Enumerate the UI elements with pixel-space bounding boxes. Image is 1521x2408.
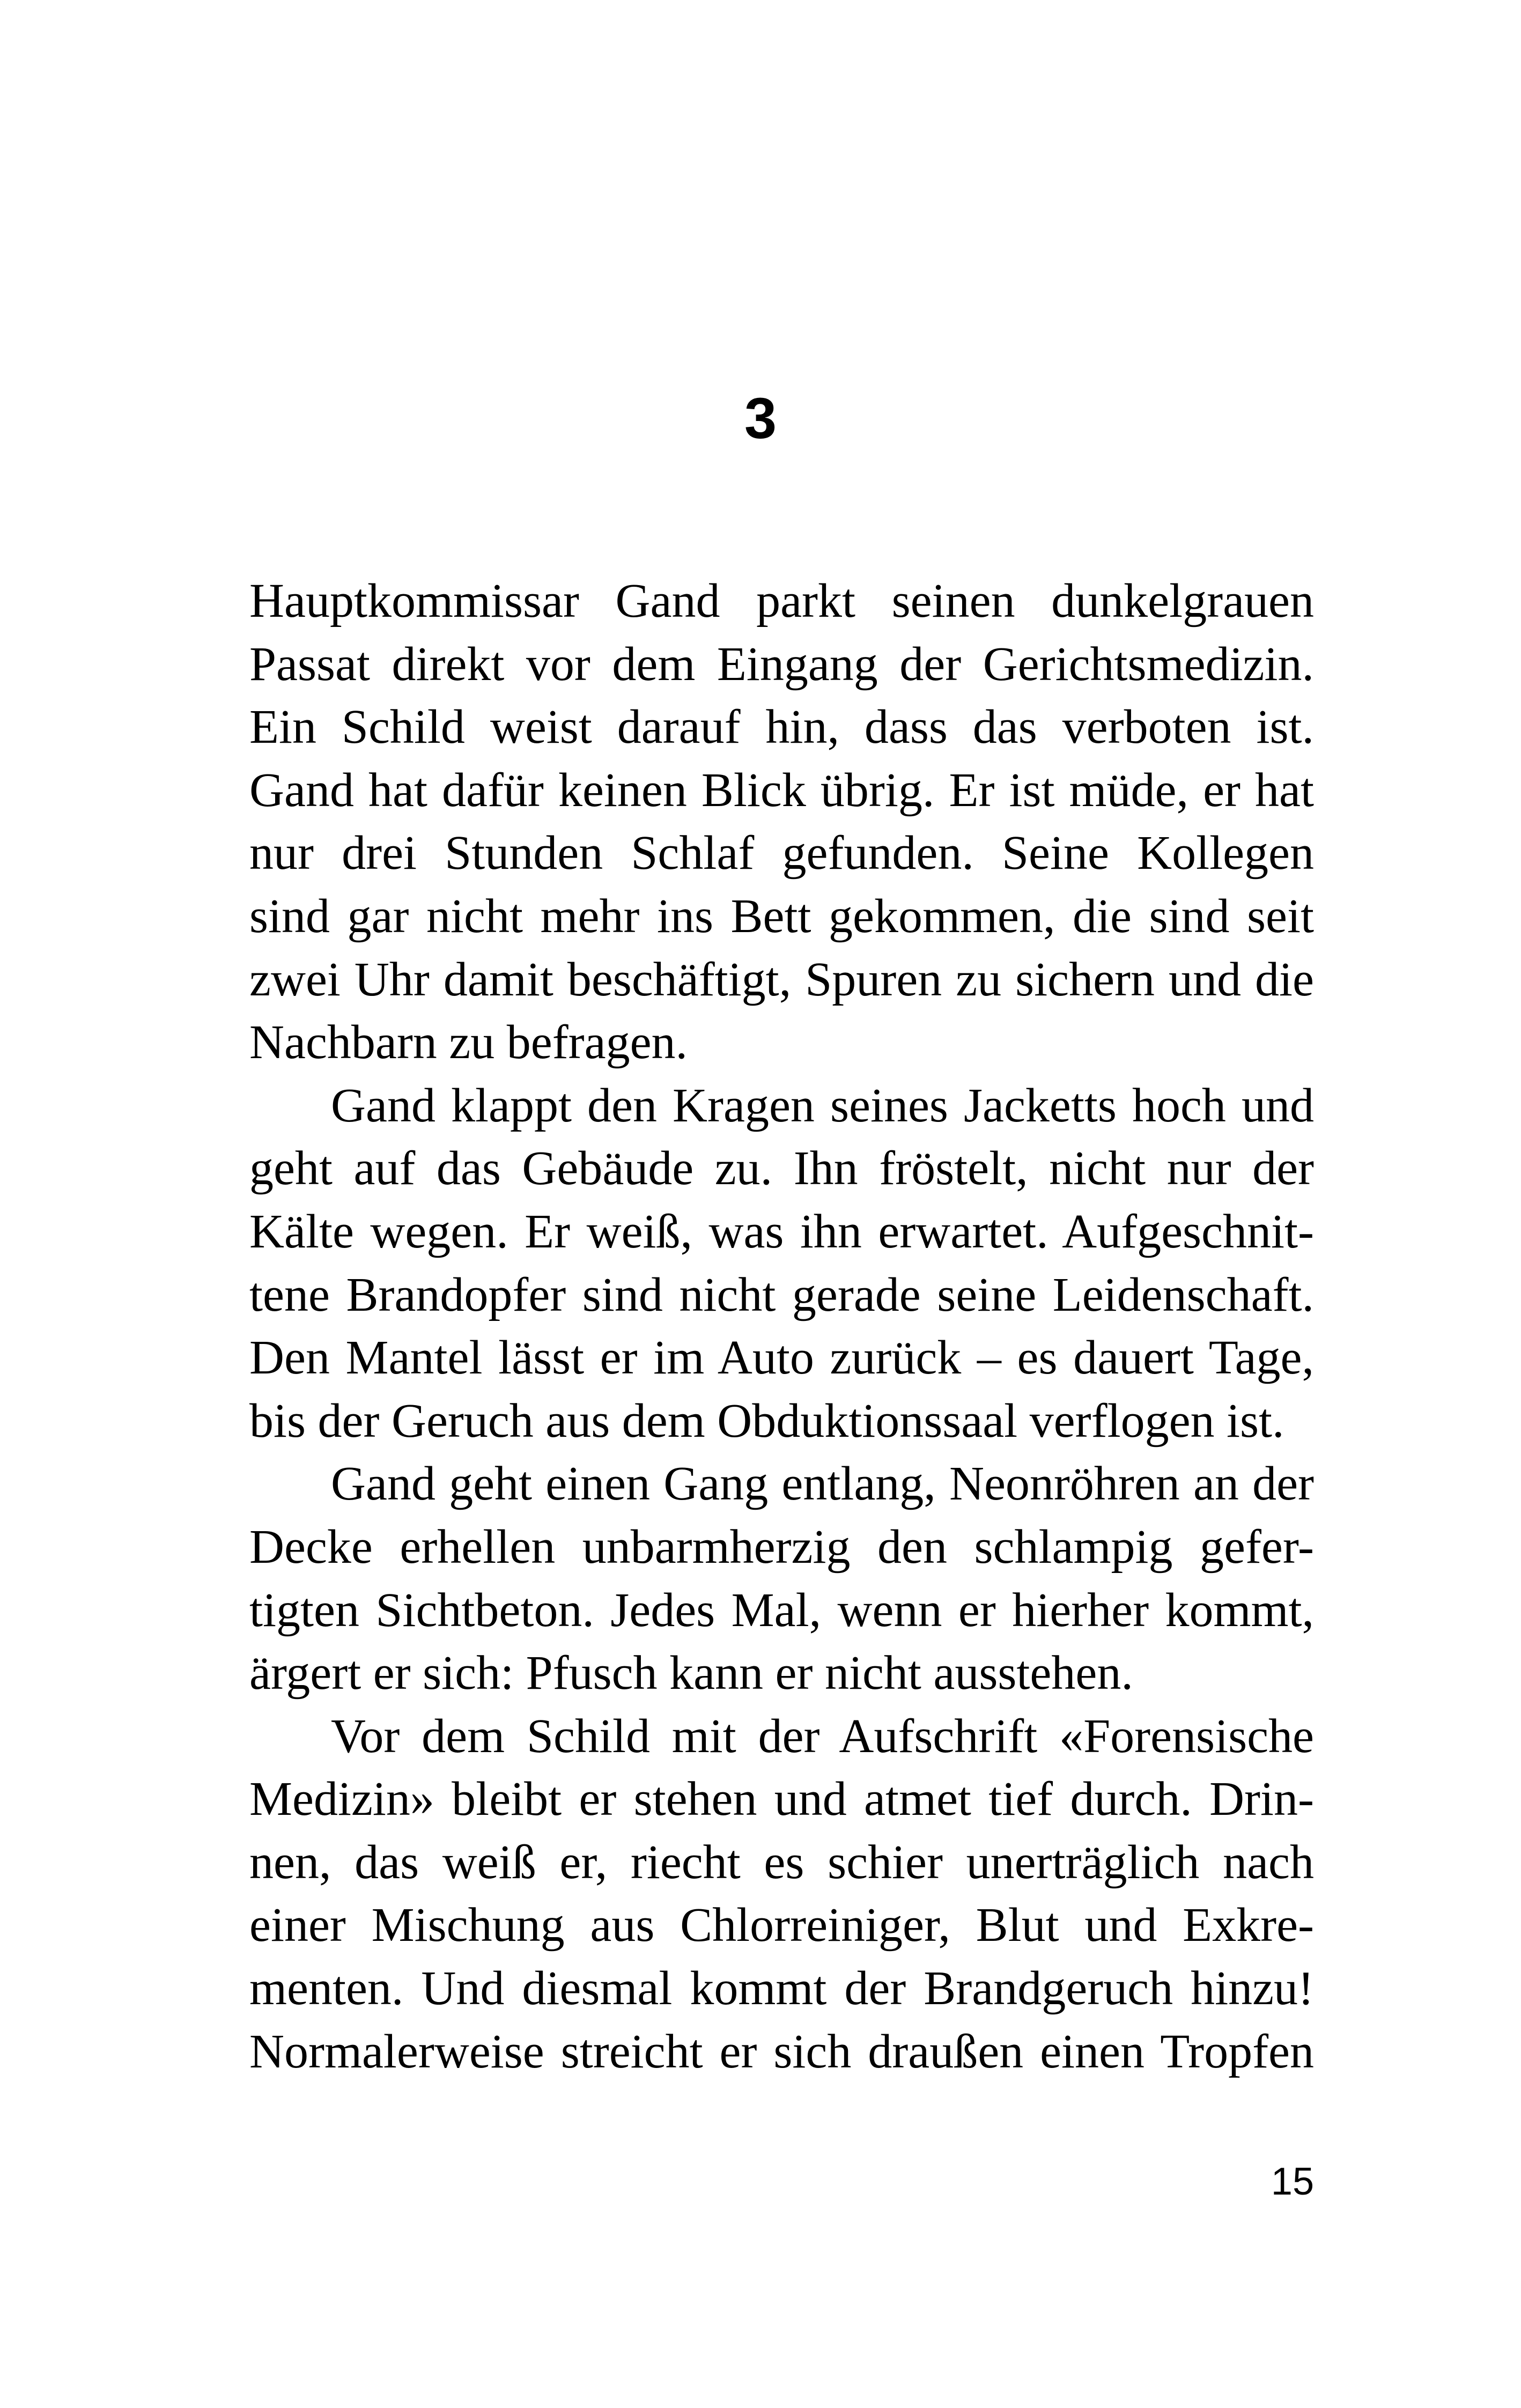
text-line: geht auf das Gebäude zu. Ihn fröstelt, nicht nur der xyxy=(249,1142,1314,1195)
text-line: tene Brandopfer sind nicht gerade seine Leidenschaft. xyxy=(249,1268,1314,1321)
chapter-number: 3 xyxy=(744,386,777,450)
text-line: ärgert er sich: Pfusch kann er nicht ausstehen. xyxy=(249,1646,1133,1700)
text-line: Ein Schild weist darauf hin, dass das verboten ist. xyxy=(249,700,1314,754)
body-text xyxy=(249,570,1314,2083)
text-line: menten. Und diesmal kommt der Brandgeruch hinzu! xyxy=(249,1962,1314,2015)
text-line: tigten Sichtbeton. Jedes Mal, wenn er hierher kommt, xyxy=(249,1583,1314,1637)
text-line: Vor dem Schild mit der Aufschrift «Forensische xyxy=(331,1709,1314,1763)
text-line: Normalerweise streicht er sich draußen einen Tropfen xyxy=(249,2025,1314,2078)
text-line: Decke erhellen unbarmherzig den schlampig gefer- xyxy=(249,1520,1314,1574)
text-line: Hauptkommissar Gand parkt seinen dunkelgrauen xyxy=(249,574,1314,627)
text-line: Kälte wegen. Er weiß, was ihn erwartet. Aufgeschnit- xyxy=(249,1205,1314,1258)
text-line: Gand klappt den Kragen seines Jacketts hoch und xyxy=(331,1079,1314,1132)
text-line: Den Mantel lässt er im Auto zurück – es dauert Tage, xyxy=(249,1331,1314,1385)
text-line: Gand geht einen Gang entlang, Neonröhren an der xyxy=(331,1457,1314,1511)
text-line: bis der Geruch aus dem Obduktionssaal verflogen ist. xyxy=(249,1394,1284,1447)
text-line: einer Mischung aus Chlorreiniger, Blut und Exkre- xyxy=(249,1899,1314,1952)
page-number: 15 xyxy=(1271,2160,1314,2203)
text-line: sind gar nicht mehr ins Bett gekommen, die sind seit xyxy=(249,889,1314,943)
text-line: Gand hat dafür keinen Blick übrig. Er ist müde, er hat xyxy=(249,763,1314,817)
text-line: Nachbarn zu befragen. xyxy=(249,1016,688,1069)
text-line: nen, das weiß er, riecht es schier unerträglich nach xyxy=(249,1835,1314,1889)
text-line: nur drei Stunden Schlaf gefunden. Seine Kollegen xyxy=(249,826,1314,880)
text-line: Passat direkt vor dem Eingang der Gerichtsmedizin. xyxy=(249,637,1314,691)
text-line: Medizin» bleibt er stehen und atmet tief durch. Drin- xyxy=(249,1772,1314,1826)
text-line: zwei Uhr damit beschäftigt, Spuren zu sichern und die xyxy=(249,952,1314,1006)
